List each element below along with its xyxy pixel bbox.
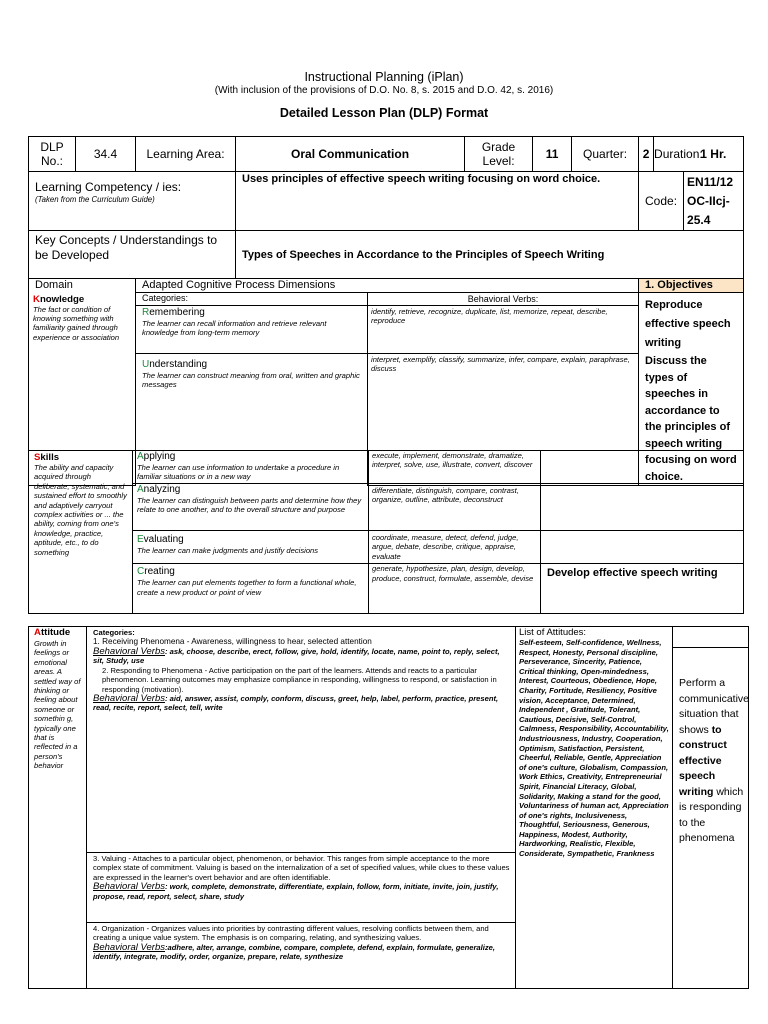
creating-initial: C xyxy=(137,566,145,578)
applying-objective xyxy=(541,451,744,484)
creating-description: The learner can put elements together to form a functional whole, create a new product or point of view xyxy=(137,578,357,597)
attitude-categories-1-2 xyxy=(87,627,516,853)
attitude-cell xyxy=(29,627,87,989)
key-concepts-label: Key Concepts / Understandings to be Developed xyxy=(29,231,236,279)
creating-verbs: generate, hypothesize, plan, design, develop, produce, construct, formulate, assemble, devise xyxy=(369,564,541,614)
behavioral-verbs-label-1: Behavioral Verbs xyxy=(93,646,165,657)
organization: 4. Organization - Organizes values into priorities by contrasting different values, resolving conflicts between them, and creating a unique value system. The emphasis is on comparing, relating, and synthesizing values. xyxy=(93,924,489,943)
behavioral-verbs-label-3: Behavioral Verbs xyxy=(93,881,165,893)
dlp-label: DLP No.: xyxy=(29,137,76,172)
adapted-dimensions-label: Adapted Cognitive Process Dimensions xyxy=(136,279,639,293)
duration-label: Duration: xyxy=(654,137,684,172)
analyzing-title: nalyzing xyxy=(143,484,181,495)
attitudes-list-label: List of Attitudes: xyxy=(519,627,587,638)
attitude-description: Growth in feelings or emotional areas. A settled way of thinking or feeling about someone or somethin g, typically one that is reflected in a person's behavior xyxy=(34,639,81,771)
analyzing-objective xyxy=(541,484,744,531)
evaluating-title: valuating xyxy=(143,534,184,545)
categories-label: Categories: xyxy=(136,293,368,306)
quarter: 2 xyxy=(639,137,654,172)
document-subtitle: (With inclusion of the provisions of D.O. No. 8, s. 2015 and D.O. 42, s. 2016) xyxy=(214,85,554,96)
receiving-verbs: : ask, choose, describe, erect, follow, give, hold, identify, locate, name, point to, reply, select, sit, Study, use xyxy=(93,647,500,666)
attitudes-list: Self-esteem, Self-confidence, Wellness, Respect, Honesty, Personal discipline, Perseverance, Sincerity, Patience, Critical thinking, Open-mindedness, Interest, Courteous, Obedience, Hope, Charity, Fortitude, Resiliency, Positive vision, Acceptance, Determined, Independent , Gratitude, Tolerant, Cautious, Decisive, Self-Control, Calmness, Responsibility, Accountability, Industriousness, Industry, Cooperation, Optimism, Satisfaction, Persistent, Cheerful, Reliable, Gentle, Appreciation of one's culture, Globalism, Compassion, Work Ethics, Creativity, Entrepreneurial Spirit, Financial Literacy, Global, Solidarity, Making a stand for the good, Voluntariness of human act, Appreciation of one's rights, Inclusiveness, Thoughtful, Seriousness, Generous, Happiness, Modest, Authority, Hardworking, Realistic, Flexible, Considerate, Sympathetic, Frankness xyxy=(519,638,669,859)
applying-initial: A xyxy=(137,451,144,462)
skills-cell xyxy=(29,451,133,614)
evaluating-verbs: coordinate, measure, detect, defend, judge, argue, debate, describe, critique, appraise, evaluate xyxy=(369,531,541,564)
remembering-cell xyxy=(136,305,368,353)
skills-title: kills xyxy=(40,452,60,463)
competency-code: EN11/12 OC-IIcj-25.4 xyxy=(684,172,744,231)
behavioral-verbs-label-4: Behavioral Verbs xyxy=(93,941,165,953)
creating-cell xyxy=(133,564,369,614)
info-row xyxy=(29,137,744,172)
remembering-title: emembering xyxy=(149,306,205,318)
receiving-phenomena: 1. Receiving Phenomena - Awareness, willingness to hear, selected attention xyxy=(93,637,372,646)
attitude-table xyxy=(28,626,749,989)
quarter-label: Quarter: xyxy=(572,137,639,172)
knowledge-description: The fact or condition of knowing something with familiarity gained through experience or association xyxy=(33,304,120,342)
understanding-description: The learner can construct meaning from oral, written and graphic messages xyxy=(142,370,360,389)
organization-verbs: :adhere, alter, arrange, combine, compare, complete, defend, explain, formulate, generalize, identify, integrate, modify, order, organize, prepare, relate, synthesize xyxy=(93,942,496,962)
understanding-initial: U xyxy=(142,358,150,370)
attitude-title: ttitude xyxy=(40,627,71,638)
behavioral-verbs-label: Behavioral Verbs: xyxy=(368,293,639,306)
document-format: Detailed Lesson Plan (DLP) Format xyxy=(279,106,489,120)
domain-label: Domain xyxy=(29,279,136,293)
code-label: Code: xyxy=(639,172,684,231)
applying-cell xyxy=(133,451,369,484)
competency-row xyxy=(29,172,744,231)
competency-text: Uses principles of effective speech writing focusing on word choice. xyxy=(236,172,639,231)
competency-label: Learning Competency / ies: xyxy=(35,180,182,194)
learning-area-label: Learning Area: xyxy=(136,137,236,172)
applying-description: The learner can use information to undertake a procedure in familiar situations or in a new way xyxy=(137,463,340,482)
analyzing-cell xyxy=(133,484,369,531)
attitudes-cell xyxy=(516,627,673,989)
objective-understanding: Discuss the types of speeches in accordance to the principles of speech writing focusing on word choice. xyxy=(639,353,744,486)
objective-creating: Develop effective speech writing xyxy=(541,564,744,614)
analyzing-initial: A xyxy=(137,484,144,495)
evaluating-description: The learner can make judgments and justify decisions xyxy=(137,546,319,555)
valuing: 3. Valuing - Attaches to a particular object, phenomenon, or behavior. This ranges from simple acceptance to the more complex state of commitment. Valuing is based on the internalization of a set of specified values, while clues to these values are expressed in the learner's overt behavior and are often identifiable. xyxy=(93,854,510,882)
attitude-objective-cell xyxy=(673,627,749,989)
understanding-verbs: interpret, exemplify, classify, summarize, infer, compare, explain, paraphrase, discuss xyxy=(368,353,639,486)
learning-area: Oral Communication xyxy=(236,137,465,172)
attitude-categories-label: Categories: xyxy=(93,628,135,637)
grade-level-label: Grade Level: xyxy=(465,137,533,172)
evaluating-initial: E xyxy=(137,534,144,545)
evaluating-objective xyxy=(541,531,744,564)
evaluating-cell xyxy=(133,531,369,564)
skills-table xyxy=(28,450,744,614)
dlp-number: 34.4 xyxy=(76,137,136,172)
knowledge-initial: K xyxy=(33,293,40,305)
lesson-plan-table xyxy=(28,136,744,486)
analyzing-verbs: differentiate, distinguish, compare, contrast, organize, outline, attribute, deconstruct xyxy=(369,484,541,531)
competency-note: (Taken from the Curriculum Guide) xyxy=(35,195,155,204)
remembering-initial: R xyxy=(142,306,150,318)
behavioral-verbs-label-2: Behavioral Verbs xyxy=(93,693,165,705)
responding-phenomena: 2. Responding to Phenomena - Active participation on the part of the learners. Attends and reacts to a particular phenomenon. Learning outcomes may emphasize compliance in responding, willingness to respond, or satisfaction in responding (motivation). xyxy=(102,665,497,694)
knowledge-title: nowledge xyxy=(39,293,85,305)
document-title: Instructional Planning (iPlan) xyxy=(304,70,464,84)
attitude-category-3 xyxy=(87,853,516,923)
skills-description: The ability and capacity acquired through deliberate, systematic, and sustained effort to smoothly and adaptively carryout complex activities or ... the ability, coming from one's knowledge, practice, aptitude, etc., to do something xyxy=(34,463,127,557)
objectives-label: 1. Objectives xyxy=(639,279,744,293)
understanding-title: nderstanding xyxy=(149,358,208,370)
remembering-description: The learner can recall information and retrieve relevant knowledge from long-term memory xyxy=(142,318,327,338)
attitude-initial: A xyxy=(34,627,41,638)
domain-header-row xyxy=(29,279,744,293)
applying-title: pplying xyxy=(143,451,176,462)
skills-initial: S xyxy=(34,452,41,463)
responding-verbs: : aid, answer, assist, comply, conform, discuss, greet, help, label, perform, practice, present, read, recite, report, select, tell, write xyxy=(93,694,499,713)
key-concepts-row xyxy=(29,231,744,279)
duration: 1 Hr. xyxy=(684,137,744,172)
creating-title: reating xyxy=(144,566,175,578)
attitude-category-4 xyxy=(87,923,516,989)
valuing-verbs: : work, complete, demonstrate, differentiate, explain, follow, form, initiate, invite, join, justify, propose, read, report, select, share, study xyxy=(93,882,499,901)
grade-level: 11 xyxy=(533,137,572,172)
applying-verbs: execute, implement, demonstrate, dramatize, interpret, solve, use, illustrate, convert, discover xyxy=(369,451,541,484)
analyzing-description: The learner can distinguish between parts and determine how they relate to one another, and to the overall structure and purpose xyxy=(137,496,362,515)
remembering-verbs: identify, retrieve, recognize, duplicate, list, memorize, repeat, describe, reproduce xyxy=(368,305,639,353)
objective-remembering: Reproduce effective speech writing xyxy=(639,293,744,354)
objective-attitude: Perform a communicative situation that shows to construct effective speech writing which is responding to the phenomena xyxy=(679,677,750,844)
key-concepts-text: Types of Speeches in Accordance to the Principles of Speech Writing xyxy=(236,231,744,279)
